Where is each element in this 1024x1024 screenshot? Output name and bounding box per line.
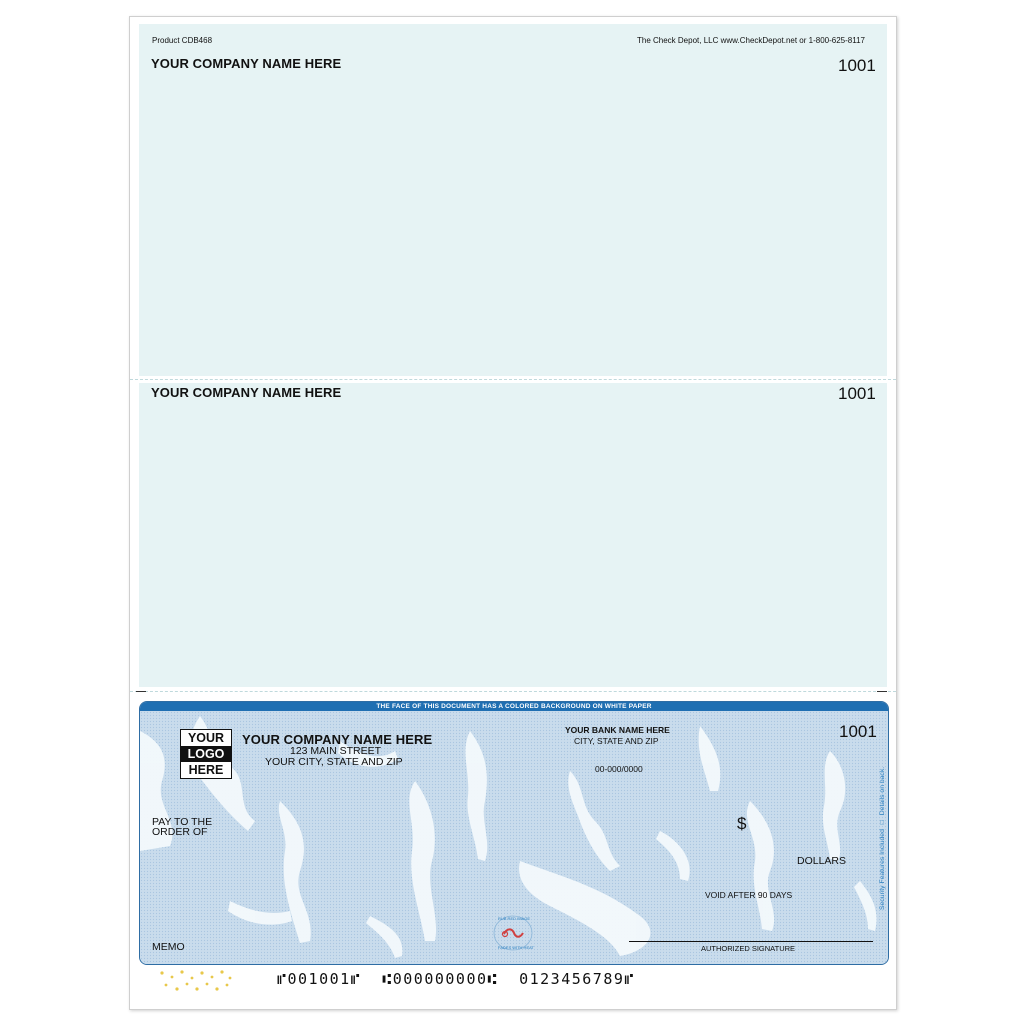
check-face [139,701,889,965]
void-notice: VOID AFTER 90 DAYS [705,890,793,900]
logo-placeholder [180,729,232,779]
signature-line [629,941,873,942]
seal-bottom-text: FADES WITH HEAT [498,945,534,950]
details-on-back-text: Details on back. [879,766,886,816]
perforation-tick-right [877,691,887,692]
micr-line: ⑈001001⑈ ⑆000000000⑆ 0123456789⑈ [277,970,635,988]
dollars-label: DOLLARS [797,855,847,867]
seal-top-text: RUB RED IMAGE [498,916,531,921]
stub1-company-name: YOUR COMPANY NAME HERE [151,56,342,71]
pay-to-label-line2: ORDER OF [152,826,208,838]
signature-label: AUTHORIZED SIGNATURE [701,944,796,953]
product-code: Product CDB468 [152,36,213,45]
logo-line: HERE [188,763,224,777]
company-address-line1: 123 MAIN STREET [290,745,382,757]
bank-city: CITY, STATE AND ZIP [574,736,659,746]
lock-icon: □ [879,820,886,825]
company-address-line2: YOUR CITY, STATE AND ZIP [265,756,403,768]
dollar-sign: $ [737,814,747,833]
middle-stub [139,383,887,687]
vendor-info: The Check Depot, LLC www.CheckDepot.net or 1-800-625-8117 [637,36,865,45]
perforation-line [130,691,896,692]
heat-sensitive-seal [492,914,534,952]
fraction-code: 00-000/0000 [595,764,643,774]
gold-foil-stars [158,969,238,993]
check-banner: THE FACE OF THIS DOCUMENT HAS A COLORED BACKGROUND ON WHITE PAPER [140,702,888,711]
memo-label: MEMO [152,941,185,953]
stub1-check-number: 1001 [838,56,876,75]
check-number: 1001 [839,722,877,741]
perforation-tick-left [136,691,146,692]
security-notice [872,760,886,910]
check-sheet [129,16,897,1010]
bank-name: YOUR BANK NAME HERE [565,725,670,735]
logo-line: LOGO [181,746,231,762]
logo-line: YOUR [187,731,225,745]
stub2-company-name: YOUR COMPANY NAME HERE [151,385,342,400]
pay-to-label-line1: PAY TO THE [152,816,213,828]
check-company-name: YOUR COMPANY NAME HERE [242,732,433,747]
perforation-line [130,379,896,380]
security-features-text: Security Features Included [879,829,886,910]
top-stub [139,24,887,376]
stub2-check-number: 1001 [838,384,876,403]
